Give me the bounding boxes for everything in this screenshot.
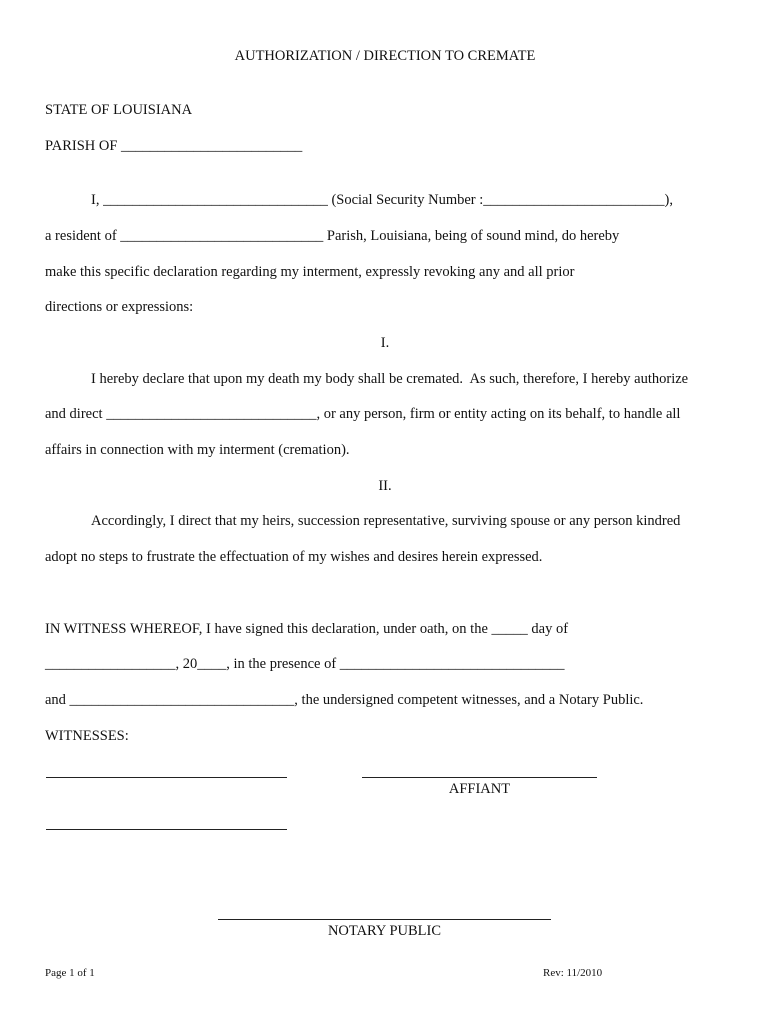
witness-line-3: and _______________________________, the undersigned competent witnesses, and a Notary Public. bbox=[45, 692, 644, 708]
intro-line-3: make this specific declaration regarding my interment, expressly revoking any and all prior bbox=[45, 264, 575, 280]
section-2-line-2: adopt no steps to frustrate the effectuation of my wishes and desires herein expressed. bbox=[45, 549, 543, 565]
witnesses-label: WITNESSES: bbox=[45, 728, 129, 744]
footer-revision: Rev: 11/2010 bbox=[543, 967, 603, 979]
section-1-heading: I. bbox=[380, 335, 390, 351]
notary-label: NOTARY PUBLIC bbox=[327, 923, 442, 939]
notary-signature-line bbox=[218, 919, 551, 920]
section-1-line-3: affairs in connection with my interment (cremation). bbox=[45, 442, 350, 458]
document-title: AUTHORIZATION / DIRECTION TO CREMATE bbox=[234, 48, 536, 64]
section-2-line-1: Accordingly, I direct that my heirs, succession representative, surviving spouse or any person kindred bbox=[91, 513, 681, 529]
witness-1-signature-line bbox=[46, 777, 287, 778]
state-line: STATE OF LOUISIANA bbox=[45, 102, 193, 118]
footer-page-number: Page 1 of 1 bbox=[45, 967, 95, 979]
intro-line-1: I, _______________________________ (Social Security Number :_________________________), bbox=[91, 192, 673, 208]
section-1-line-2: and direct _____________________________, or any person, firm or entity acting on its behalf, to handle all bbox=[45, 406, 681, 422]
witness-line-1: IN WITNESS WHEREOF, I have signed this declaration, under oath, on the _____ day of bbox=[45, 621, 569, 637]
witness-line-2: __________________, 20____, in the presence of _______________________________ bbox=[45, 656, 565, 672]
affiant-label: AFFIANT bbox=[448, 781, 511, 797]
intro-line-4: directions or expressions: bbox=[45, 299, 194, 315]
section-1-line-1: I hereby declare that upon my death my body shall be cremated. As such, therefore, I hereby authorize bbox=[91, 371, 689, 387]
section-2-heading: II. bbox=[378, 478, 392, 494]
intro-line-2: a resident of ____________________________ Parish, Louisiana, being of sound mind, do hereby bbox=[45, 228, 620, 244]
affiant-signature-line bbox=[362, 777, 597, 778]
witness-2-signature-line bbox=[46, 829, 287, 830]
parish-line: PARISH OF _________________________ bbox=[45, 138, 303, 154]
